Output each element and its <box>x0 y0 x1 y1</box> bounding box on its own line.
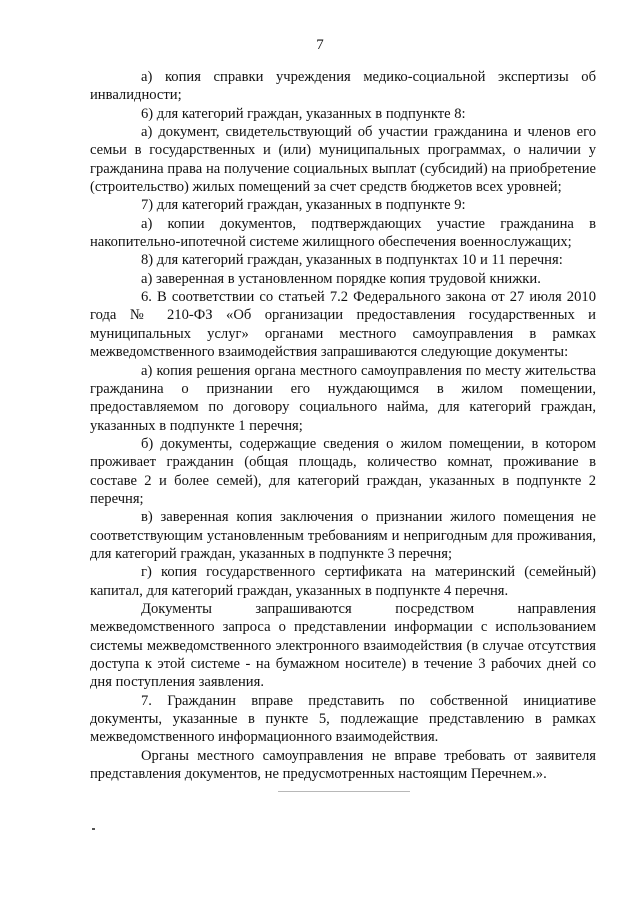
paragraph: Документы запрашиваются посредством направления межведомственного запроса о представлении информации с использованием системы межведомственного электронного взаимодействия (в случае отсутствия доступа к этой системе - на бумажном носителе) в течение 3 рабочих дней со дня поступления заявления. <box>90 600 596 691</box>
paragraph: 6) для категорий граждан, указанных в подпункте 8: <box>141 105 466 122</box>
paragraph: а) копия решения органа местного самоуправления по месту жительства гражданина о признании его нуждающимся в жилом помещении, предоставляемом по договору социального найма, для категорий граждан, указанных в подпункте 1 перечня; <box>90 362 596 434</box>
paragraph: г) копия государственного сертификата на материнский (семейный) капитал, для категорий граждан, указанных в подпункте 4 перечня. <box>90 564 596 599</box>
paragraph: 7) для категорий граждан, указанных в подпункте 9: <box>141 197 466 214</box>
paragraph: а) заверенная в установленном порядке копия трудовой книжки. <box>141 270 541 287</box>
paragraph: а) документ, свидетельствующий об участии гражданина и членов его семьи в государственных и (или) муниципальных программах, о наличии у гражданина права на получение социальных выплат (субсидий) на приобретение (строительство) жилых помещений за счет средств бюджетов всех уровней; <box>90 124 596 196</box>
paragraph: а) копия справки учреждения медико-социальной экспертизы об инвалидности; <box>90 69 596 104</box>
paragraph: 8) для категорий граждан, указанных в подпунктах 10 и 11 перечня: <box>141 252 563 269</box>
separator-line <box>278 791 410 792</box>
paragraph: а) копии документов, подтверждающих участие гражданина в накопительно-ипотечной системе жилищного обеспечения военнослужащих; <box>90 215 596 251</box>
paragraph: в) заверенная копия заключения о признании жилого помещения не соответствующим установленным требованиям и непригодным для проживания, для категорий граждан, указанных в подпункте 3 перечня; <box>90 509 596 562</box>
page-number: 7 <box>316 37 324 53</box>
margin-mark <box>92 828 95 830</box>
paragraph: 7. Гражданин вправе представить по собственной инициативе документы, указанные в пункте 5, подлежащие представлению в рамках межведомственного информационного взаимодействия. <box>90 692 596 746</box>
paragraph: 6. В соответствии со статьей 7.2 Федерального закона от 27 июля 2010 года № 210-ФЗ «Об организации предоставления государственных и муниципальных услуг» органами местного самоуправления в рамках межведомственного взаимодействия запрашиваются следующие документы: <box>90 289 596 361</box>
document-body <box>90 68 596 783</box>
paragraph: Органы местного самоуправления не вправе требовать от заявителя представления документов, не предусмотренных настоящим Перечнем.». <box>90 747 596 783</box>
paragraph: б) документы, содержащие сведения о жилом помещении, в котором проживает гражданин (общая площадь, количество комнат, проживание в составе 2 и более семей), для категорий граждан, указанных в подпункте 2 перечня; <box>90 435 596 507</box>
